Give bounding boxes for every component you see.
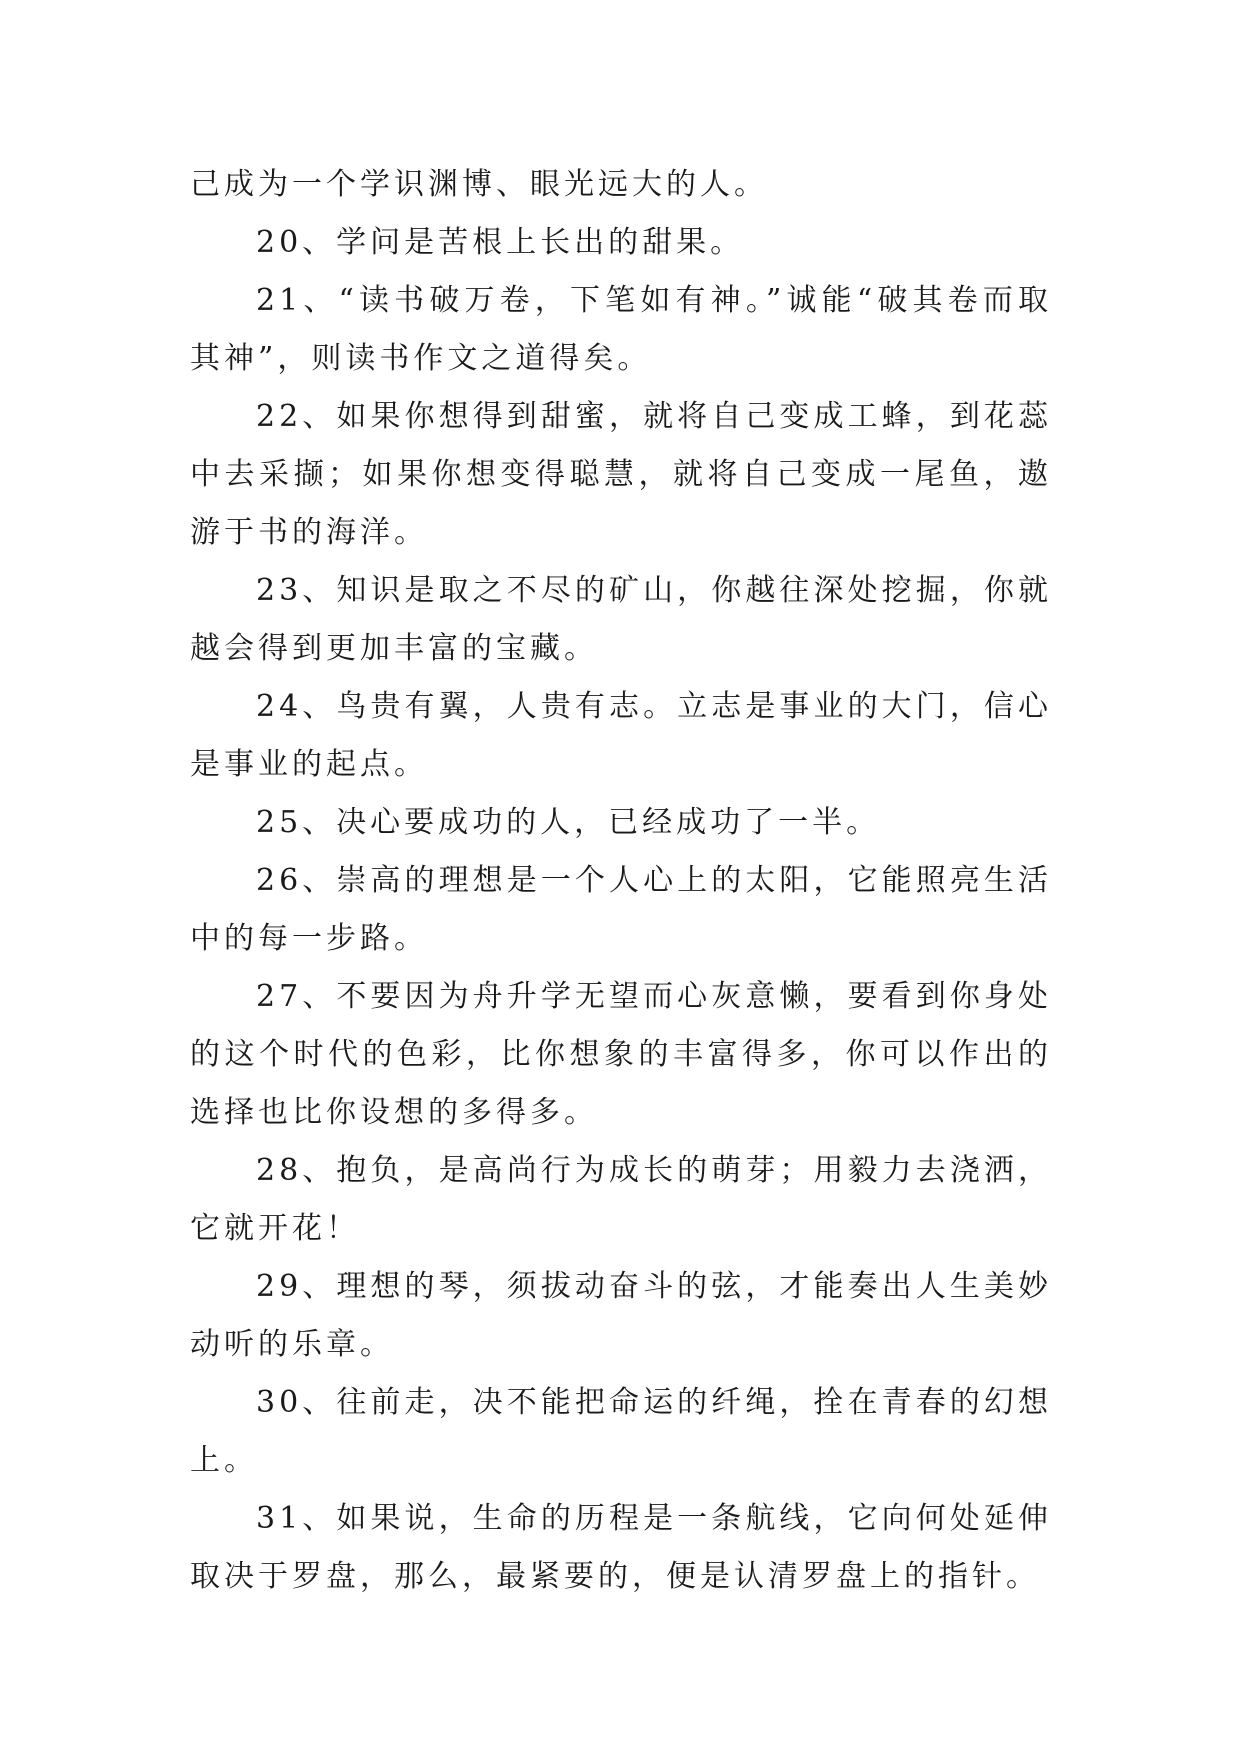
paragraph-item-29: 29、理想的琴，须拔动奋斗的弦，才能奏出人生美妙动听的乐章。 xyxy=(190,1269,1052,1362)
paragraph-item-26: 26、崇高的理想是一个人心上的太阳，它能照亮生活中的每一步路。 xyxy=(190,863,1052,956)
paragraph-item-30: 30、往前走，决不能把命运的纤绳，拴在青春的幻想上。 xyxy=(190,1385,1052,1478)
paragraph-item-22: 22、如果你想得到甜蜜，就将自己变成工蜂，到花蕊中去采撷；如果你想变得聪慧，就将自己变成一尾鱼，遨游于书的海洋。 xyxy=(190,399,1052,550)
document-body xyxy=(190,156,1052,1606)
paragraph-item-25: 25、决心要成功的人，已经成功了一半。 xyxy=(256,805,881,840)
paragraph-item-24: 24、鸟贵有翼，人贵有志。立志是事业的大门，信心是事业的起点。 xyxy=(190,689,1052,782)
paragraph-item-21: 21、“读书破万卷，下笔如有神。”诚能“破其卷而取其神”，则读书作文之道得矣。 xyxy=(190,283,1052,376)
paragraph-item-23: 23、知识是取之不尽的矿山，你越往深处挖掘，你就越会得到更加丰富的宝藏。 xyxy=(190,573,1052,666)
paragraph-item-20: 20、学问是苦根上长出的甜果。 xyxy=(256,225,745,260)
paragraph-item-27: 27、不要因为舟升学无望而心灰意懒，要看到你身处的这个时代的色彩，比你想象的丰富得多，你可以作出的选择也比你设想的多得多。 xyxy=(190,979,1052,1130)
paragraph-continuation: 己成为一个学识渊博、眼光远大的人。 xyxy=(190,167,768,202)
paragraph-item-31: 31、如果说，生命的历程是一条航线，它向何处延伸取决于罗盘，那么，最紧要的，便是认清罗盘上的指针。 xyxy=(190,1501,1052,1594)
paragraph-item-28: 28、抱负，是高尚行为成长的萌芽；用毅力去浇洒，它就开花！ xyxy=(190,1153,1052,1246)
